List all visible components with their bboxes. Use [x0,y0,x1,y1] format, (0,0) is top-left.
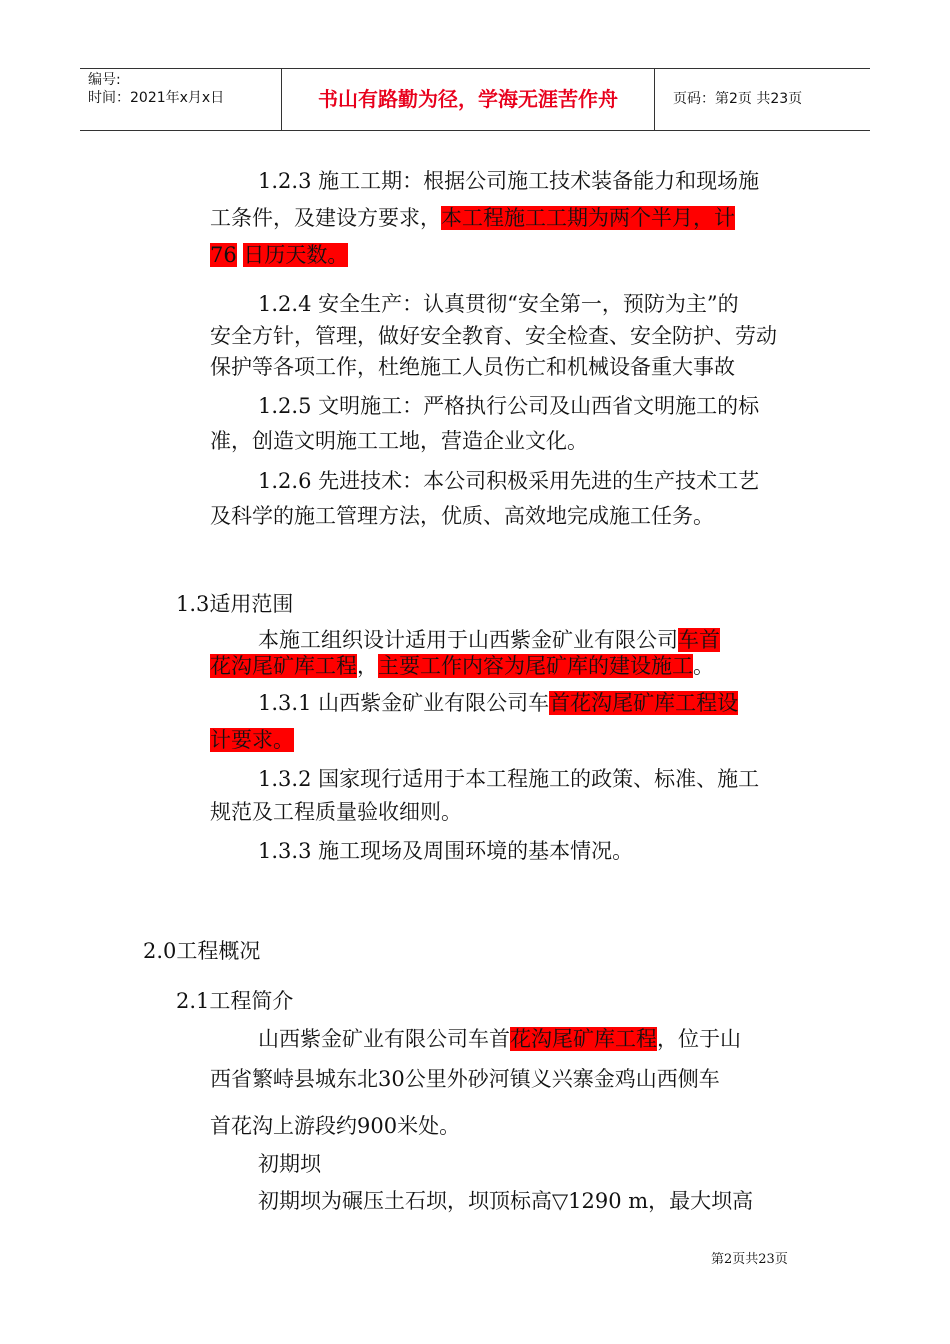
text-run: 。 [693,654,714,678]
highlighted-text: 车首 [678,628,720,652]
para-1-2-4-line1: 1.2.4 安全生产：认真贯彻“安全第一，预防为主”的 [258,292,739,316]
page-footer: 第2页共23页 [711,1252,788,1267]
para-1-3-1-line2 [210,725,294,755]
para-1-3-line2 [210,651,714,681]
highlighted-text: 计要求。 [210,728,294,752]
header-page-label: 页码：第2页 共23页 [673,91,803,107]
highlighted-text: 花沟尾矿库工程 [210,654,357,678]
subheading-initial-dam: 初期坝 [258,1152,321,1176]
header-meta [80,69,280,130]
para-2-1-line3: 首花沟上游段约900米处。 [210,1114,461,1138]
para-1-2-6-line1: 1.2.6 先进技术：本公司积极采用先进的生产技术工艺 [258,469,760,493]
document-number-label: 编号: [88,72,121,88]
para-1-3-3: 1.3.3 施工现场及周围环境的基本情况。 [258,839,634,863]
header-motto: 书山有路勤为径，学海无涯苦作舟 [281,69,655,130]
document-time-label: 时间：2021年x月x日 [88,90,225,106]
para-1-2-5-line2: 准，创造文明施工工地，营造企业文化。 [210,429,588,453]
text-run: ，位于山 [657,1027,741,1051]
highlighted-text: 76 [210,243,237,267]
para-1-2-3-line1: 1.2.3 施工工期：根据公司施工技术装备能力和现场施 [258,169,760,193]
para-2-1-line2: 西省繁峙县城东北30公里外砂河镇义兴寨金鸡山西侧车 [210,1067,720,1091]
highlighted-text: 花沟尾矿库工程 [510,1027,657,1051]
header-page-number [665,69,870,130]
para-1-3-2-line2: 规范及工程质量验收细则。 [210,800,462,824]
highlighted-text: 日历天数。 [243,243,349,267]
para-1-2-3-line3 [210,240,348,270]
para-2-1-line1 [258,1024,741,1054]
text-run: 山西紫金矿业有限公司车首 [258,1027,510,1051]
page-header [80,68,870,131]
para-1-2-4-line2: 安全方针，管理，做好安全教育、安全检查、安全防护、劳动 [210,324,777,348]
para-1-3-2-line1: 1.3.2 国家现行适用于本工程施工的政策、标准、施工 [258,767,760,791]
para-1-2-4-line3: 保护等各项工作，杜绝施工人员伤亡和机械设备重大事故 [210,355,735,379]
section-heading-2-0: 2.0工程概况 [143,939,261,963]
para-1-2-6-line2: 及科学的施工管理方法，优质、高效地完成施工任务。 [210,504,714,528]
para-1-2-5-line1: 1.2.5 文明施工：严格执行公司及山西省文明施工的标 [258,394,760,418]
highlighted-text: 主要工作内容为尾矿库的建设施工 [378,654,693,678]
section-heading-2-1: 2.1工程简介 [176,989,294,1013]
highlighted-text: 本工程施工工期为两个半月，计 [441,206,735,230]
text-run: 1.3.1 山西紫金矿业有限公司车 [258,691,550,715]
section-heading-1-3: 1.3适用范围 [176,592,294,616]
text-run: 本施工组织设计适用于山西紫金矿业有限公司 [258,628,678,652]
text-run: ， [357,654,378,678]
para-initial-dam-line1: 初期坝为碾压土石坝，坝顶标高▽1290 m，最大坝高 [258,1189,754,1213]
para-1-3-1-line1 [258,688,738,718]
para-1-2-3-line2 [210,203,735,233]
highlighted-text: 首花沟尾矿库工程设 [549,691,739,715]
text-run: 工条件，及建设方要求， [210,206,441,230]
